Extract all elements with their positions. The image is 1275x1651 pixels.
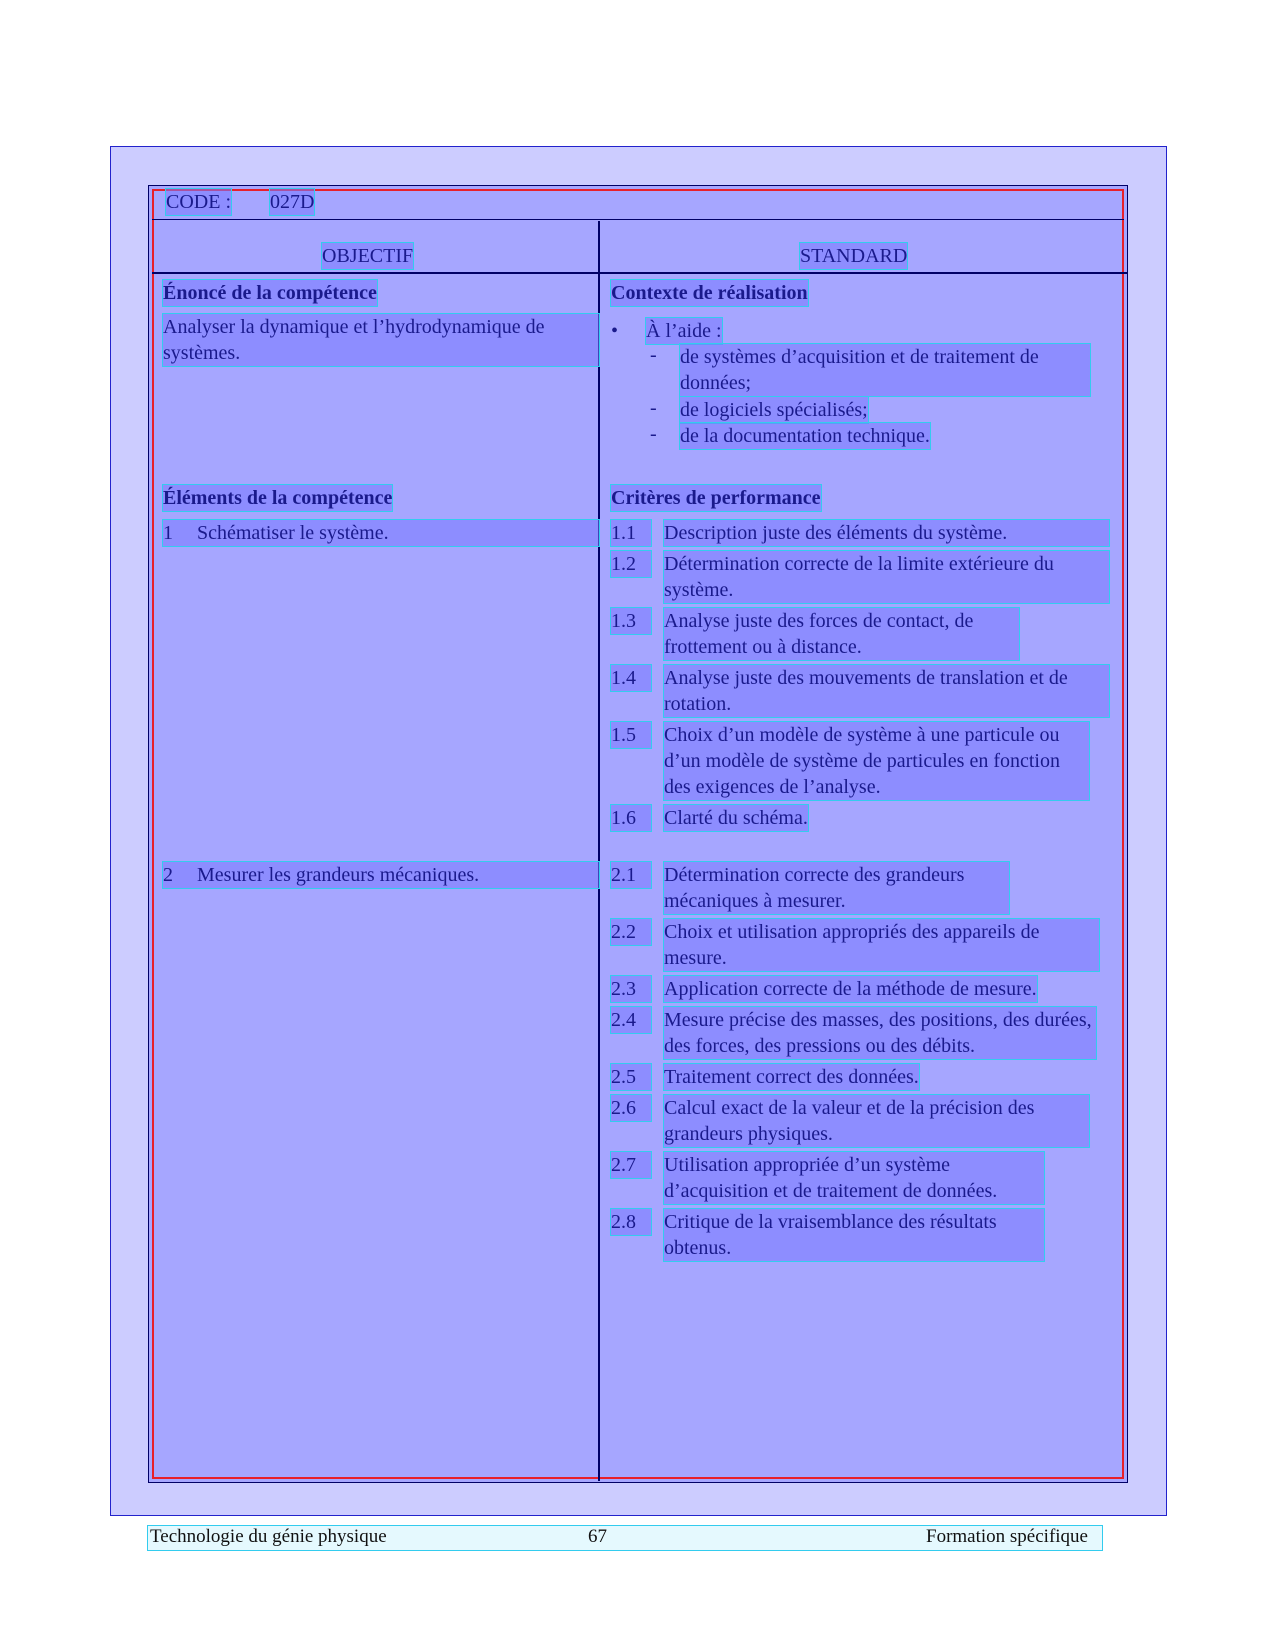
critere-number: 2.7 xyxy=(611,1152,651,1178)
element-item xyxy=(163,862,599,888)
footer-program: Technologie du génie physique xyxy=(150,1526,387,1547)
critere-item xyxy=(611,1209,1111,1261)
dash-icon: - xyxy=(650,344,657,366)
critere-text: Calcul exact de la valeur et de la précision des grandeurs physiques. xyxy=(664,1095,1089,1147)
elements-title: Éléments de la compétence xyxy=(163,487,393,509)
critere-number: 1.3 xyxy=(611,608,651,634)
critere-item xyxy=(611,665,1111,717)
critere-number: 2.5 xyxy=(611,1064,651,1090)
critere-text: Critique de la vraisemblance des résultats obtenus. xyxy=(664,1209,1044,1261)
critere-number: 2.4 xyxy=(611,1007,651,1033)
column-divider xyxy=(598,221,600,1481)
contexte-item: de systèmes d’acquisition et de traitement de données; xyxy=(680,344,1090,396)
critere-item xyxy=(611,608,1111,660)
critere-item xyxy=(611,862,1111,914)
critere-text: Choix d’un modèle de système à une particule ou d’un modèle de système de particules en fonction des exigences de l’analyse. xyxy=(664,722,1089,800)
critere-text: Mesure précise des masses, des positions, des durées, des forces, des pressions ou des débits. xyxy=(664,1007,1096,1059)
code-rule xyxy=(152,219,1124,220)
enonce-text: Analyser la dynamique et l’hydrodynamique de systèmes. xyxy=(163,314,599,366)
bullet-icon: • xyxy=(611,320,619,342)
contexte-title: Contexte de réalisation xyxy=(611,282,808,304)
element-number: 2 xyxy=(163,864,173,886)
criteres-title: Critères de performance xyxy=(611,487,821,509)
critere-item xyxy=(611,976,1111,1002)
critere-number: 1.6 xyxy=(611,805,651,831)
critere-item xyxy=(611,805,1111,831)
critere-item xyxy=(611,722,1111,800)
contexte-item: de logiciels spécialisés; xyxy=(680,399,868,421)
critere-number: 1.1 xyxy=(611,520,651,546)
element-item xyxy=(163,520,599,546)
dash-icon: - xyxy=(650,397,657,419)
header-standard: STANDARD xyxy=(800,245,908,267)
critere-text: Détermination correcte des grandeurs mécaniques à mesurer. xyxy=(664,862,1009,914)
critere-text: Clarté du schéma. xyxy=(664,807,808,829)
header-objectif: OBJECTIF xyxy=(322,245,414,267)
critere-text: Analyse juste des forces de contact, de frottement ou à distance. xyxy=(664,608,1019,660)
contexte-bullet: À l’aide : xyxy=(646,320,722,342)
critere-text: Description juste des éléments du système. xyxy=(664,520,1109,546)
code-label: CODE : xyxy=(166,191,231,213)
critere-item xyxy=(611,1095,1111,1147)
critere-number: 2.8 xyxy=(611,1209,651,1235)
critere-item xyxy=(611,1007,1111,1059)
header-rule xyxy=(152,272,1127,274)
critere-text: Traitement correct des données. xyxy=(664,1066,919,1088)
critere-item xyxy=(611,551,1111,603)
footer-page-number: 67 xyxy=(588,1526,607,1547)
critere-number: 2.3 xyxy=(611,976,651,1002)
element-text: Mesurer les grandeurs mécaniques. xyxy=(197,864,480,886)
footer-section: Formation spécifique xyxy=(926,1526,1088,1547)
critere-text: Analyse juste des mouvements de translation et de rotation. xyxy=(664,665,1109,717)
critere-number: 2.2 xyxy=(611,919,651,945)
enonce-title: Énoncé de la compétence xyxy=(163,282,377,304)
critere-number: 2.1 xyxy=(611,862,651,888)
contexte-item: de la documentation technique. xyxy=(680,425,930,447)
code-value: 027D xyxy=(270,191,315,213)
critere-text: Détermination correcte de la limite extérieure du système. xyxy=(664,551,1109,603)
dash-icon: - xyxy=(650,423,657,445)
critere-item xyxy=(611,520,1111,546)
critere-number: 1.5 xyxy=(611,722,651,748)
critere-item xyxy=(611,1064,1111,1090)
element-number: 1 xyxy=(163,522,173,544)
critere-number: 1.2 xyxy=(611,551,651,577)
element-text: Schématiser le système. xyxy=(197,522,389,544)
critere-item xyxy=(611,1152,1111,1204)
critere-number: 1.4 xyxy=(611,665,651,691)
critere-item xyxy=(611,919,1111,971)
critere-text: Application correcte de la méthode de mesure. xyxy=(664,978,1037,1000)
critere-text: Utilisation appropriée d’un système d’acquisition et de traitement de données. xyxy=(664,1152,1044,1204)
critere-text: Choix et utilisation appropriés des appareils de mesure. xyxy=(664,919,1099,971)
critere-number: 2.6 xyxy=(611,1095,651,1121)
